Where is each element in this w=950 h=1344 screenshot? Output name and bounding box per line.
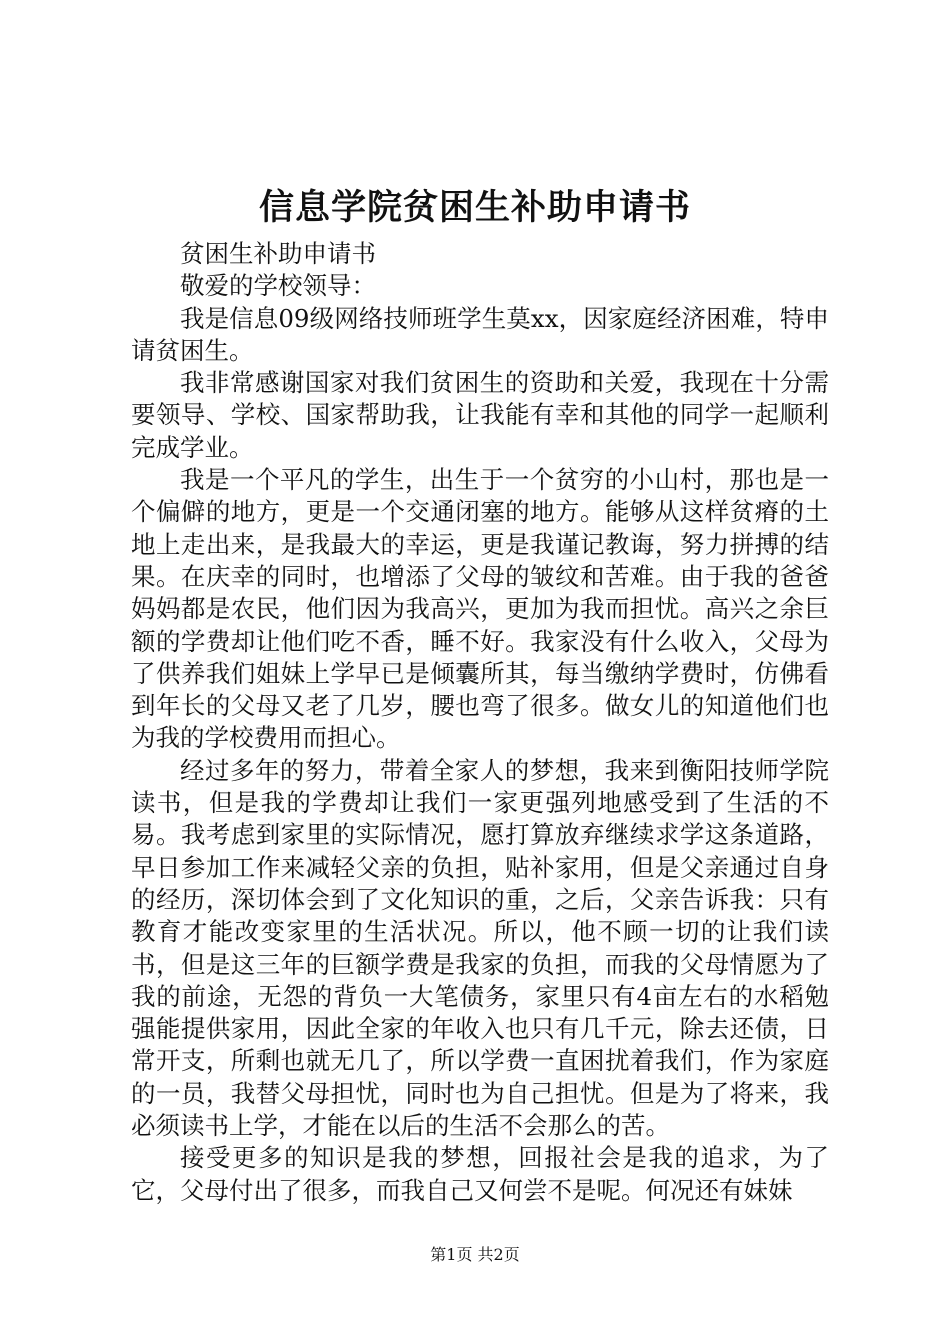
paragraph: 我是信息09级网络技师班学生莫xx，因家庭经济困难，特申请贫困生。 xyxy=(131,303,829,365)
document-title: 信息学院贫困生补助申请书 xyxy=(258,187,691,228)
paragraph: 我是一个平凡的学生，出生于一个贫穷的小山村，那也是一个偏僻的地方，更是一个交通闭塞的地方。能够从这样贫瘠的土地上走出来，是我最大的幸运，更是我谨记教诲，努力拼搏的结果。在庆幸的同时，也增添了父母的皱纹和苦难。由于我的爸爸妈妈都是农民，他们因为我高兴，更加为我而担忧。高兴之余巨额的学费却让他们吃不香，睡不好。我家没有什么收入，父母为了供养我们姐妹上学早已是倾囊所其，每当缴纳学费时，仿佛看到年长的父母又老了几岁，腰也弯了很多。做女儿的知道他们也为我的学校费用而担心。 xyxy=(131,465,829,753)
paragraph-salutation: 敬爱的学校领导： xyxy=(180,271,376,301)
paragraph: 经过多年的努力，带着全家人的梦想，我来到衡阳技师学院读书，但是我的学费却让我们一家更强列地感受到了生活的不易。我考虑到家里的实际情况，愿打算放弃继续求学这条道路，早日参加工作来减轻父亲的负担，贴补家用，但是父亲通过自身的经历，深切体会到了文化知识的重，之后，父亲告诉我：只有教育才能改变家里的生活状况。所以，他不顾一切的让我们读书，但是这三年的巨额学费是我家的负担，而我的父母情愿为了我的前途，无怨的背负一大笔债务，家里只有4亩左右的水稻勉强能提供家用，因此全家的年收入也只有几千元，除去还债，日常开支，所剩也就无几了，所以学费一直困扰着我们，作为家庭的一员，我替父母担忧，同时也为自己担忧。但是为了将来，我必须读书上学，才能在以后的生活不会那么的苦。 xyxy=(131,755,829,1141)
paragraph-heading: 贫困生补助申请书 xyxy=(180,239,376,268)
page-number-footer: 第1页 共2页 xyxy=(430,1245,520,1264)
document-body xyxy=(131,238,829,1207)
paragraph: 我非常感谢国家对我们贫困生的资助和关爱，我现在十分需要领导、学校、国家帮助我，让我能有幸和其他的同学一起顺利完成学业。 xyxy=(131,368,829,462)
paragraph: 接受更多的知识是我的梦想，回报社会是我的追求，为了它，父母付出了很多，而我自己又何尝不是呢。何况还有妹妹 xyxy=(131,1143,829,1205)
